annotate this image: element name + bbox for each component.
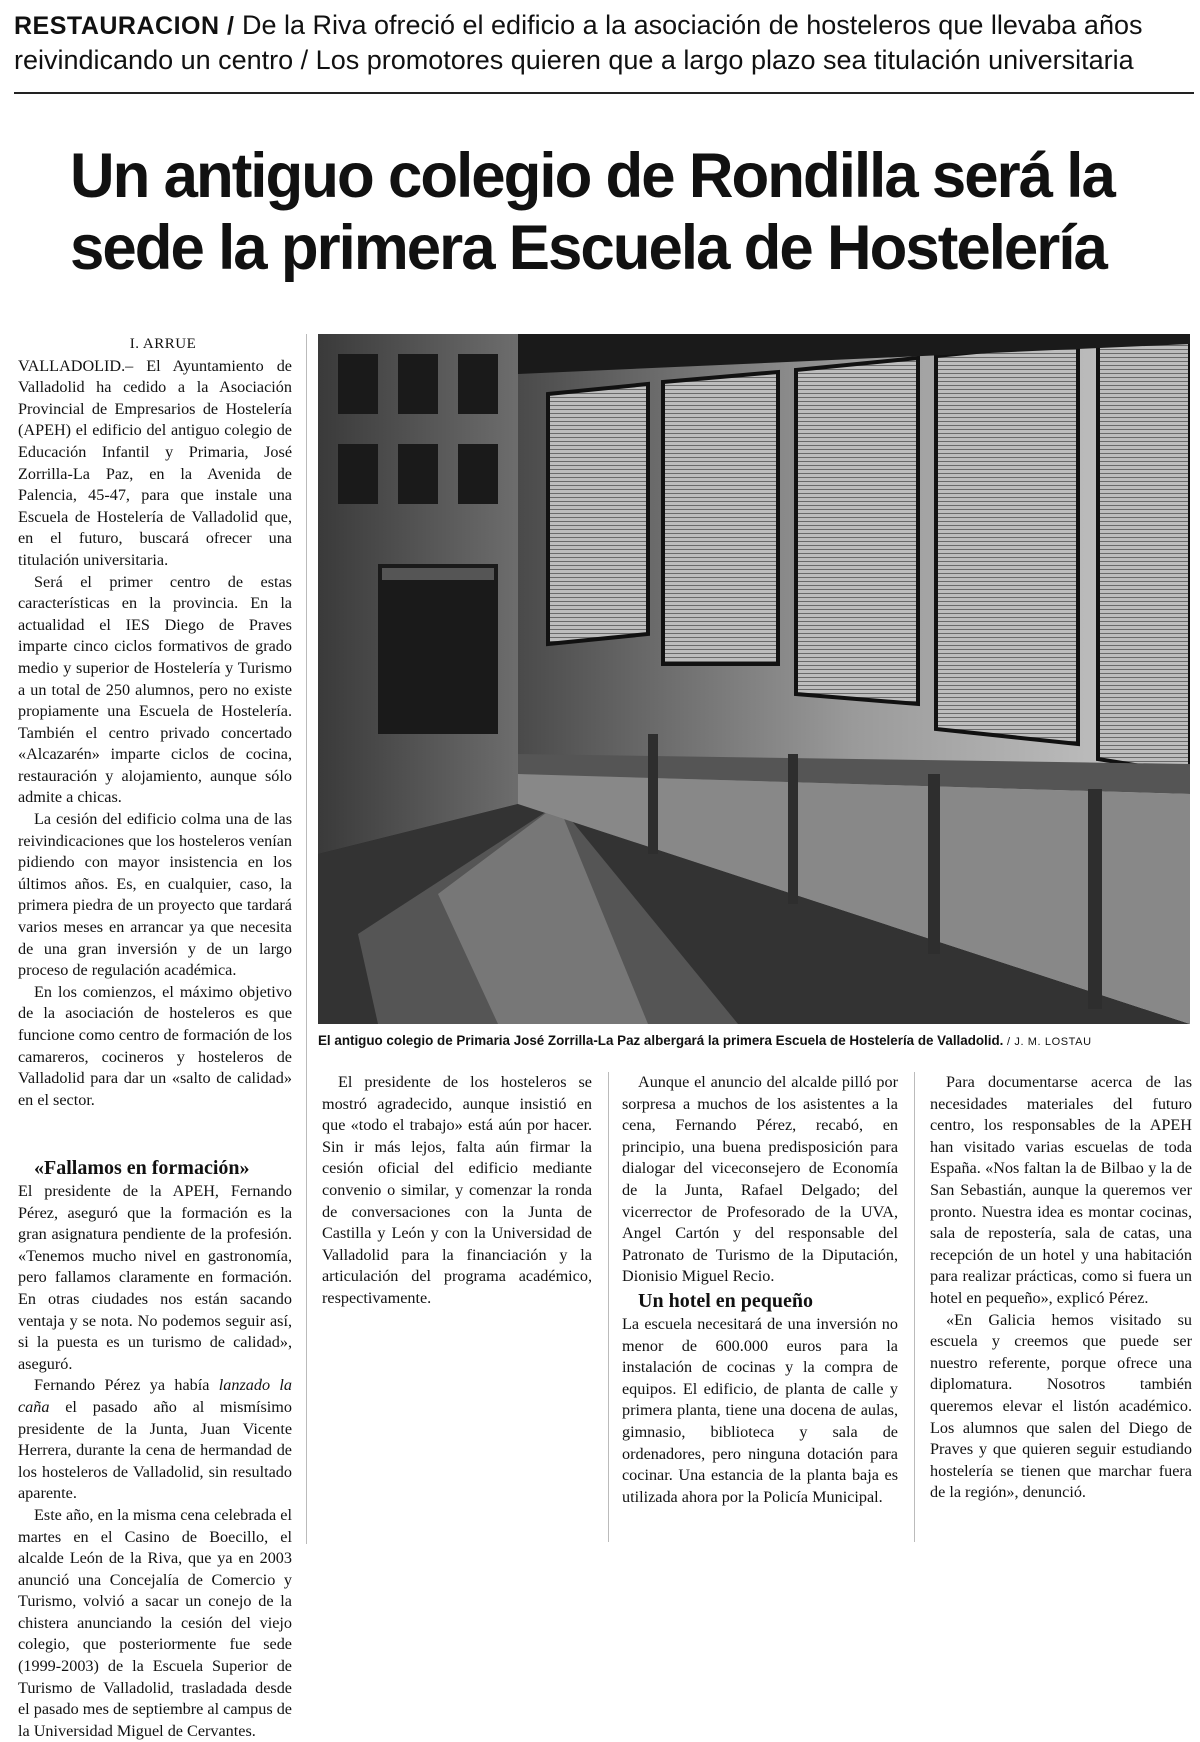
building-photo	[318, 334, 1190, 1024]
kicker-rule	[14, 92, 1194, 94]
kicker-text-1: De la Riva ofreció el edificio a la asociación de hosteleros que llevaba años	[234, 10, 1143, 40]
paragraph-italic: lanzado la caña	[18, 1376, 292, 1416]
paragraph: En los comienzos, el máximo objetivo de la asociación de hosteleros es que funcione como centro de formación de los camareros, cocineros y hosteleros de Valladolid para dar un «salto de calidad» en el sector.	[18, 982, 292, 1109]
kicker-line-1	[14, 8, 1194, 43]
paragraph: «En Galicia hemos visitado su escuela y creemos que puede ser nuestro referente, porque ofrece una diplomatura. Nosotros también queremos elevar el listón académico. Los alumnos que salen del Diego de Praves y que quieren seguir estudiando hostelería se tienen que marchar fuera de la región», denunció.	[930, 1310, 1192, 1502]
paragraph: VALLADOLID.– El Ayuntamiento de Valladolid ha cedido a la Asociación Provincial de Empresarios de Hostelería (APEH) el edificio del antiguo colegio de Educación Infantil y Primaria, José Zorrilla-La Paz, en la Avenida de Palencia, 45-47, para que instale una Escuela de Hostelería de Valladolid que, en el futuro, buscará ofrecer una titulación universitaria.	[18, 356, 292, 569]
subheading: «Fallamos en formación»	[34, 1157, 250, 1179]
paragraph: Este año, en la misma cena celebrada el martes en el Casino de Boecillo, el alcalde León de la Riva, que ya en 2003 anunció una Concejalía de Comercio y Turismo, volvió a sacar un conejo de la chistera anunciando la cesión del viejo colegio, que posteriormente fue sede (1999-2003) de la Escuela Superior de Turismo de Valladolid, trasladada desde el pasado mes de septiembre al campus de la Universidad Miguel de Cervantes.	[18, 1505, 292, 1740]
photo-caption	[318, 1032, 1198, 1051]
paragraph	[18, 1375, 292, 1505]
kicker	[14, 8, 1194, 88]
byline: I. ARRUE	[129, 336, 197, 352]
paragraph: El presidente de la APEH, Fernando Pérez, aseguró que la formación es la gran asignatura pendiente de la profesión. «Tenemos mucho nivel en gastronomía, pero fallamos claramente en formación. En otras ciudades nos están sacando ventaja y se notа. No podemos seguir así, si la puesta es un turismo de calidad», aseguró.	[18, 1182, 292, 1373]
paragraph: Para documentarse acerca de las necesidades materiales del futuro centro, los responsables de la APEH han visitado varias escuelas de toda España. «Nos faltan la de Bilbao y la de San Sebastián, aunque la queremos ver pronto. Nuestra idea es montar cocinas, sala de repostería, sala de catas, una recepción de un hotel y una habitación para realizar prácticas, como si fuera un hotel en pequeño», explicó Pérez.	[930, 1073, 1192, 1307]
paragraph-text: Fernando Pérez ya había	[34, 1376, 219, 1395]
kicker-text-2: reivindicando un centro / Los promotores quieren que a largo plazo sea titulación universitaria	[14, 45, 1134, 75]
headline: Un antiguo colegio de Rondilla será la sede la primera Escuela de Hostelería	[70, 141, 1114, 283]
section-tag: RESTAURACION /	[14, 12, 235, 40]
column-divider	[914, 1072, 915, 1542]
caption-text: El antiguo colegio de Primaria José Zorrilla-La Paz albergará la primera Escuela de Hostelería de Valladolid.	[318, 1033, 1004, 1048]
article-column-4	[930, 1072, 1192, 1542]
subheading: Un hotel en pequeño	[638, 1289, 814, 1312]
column-divider	[608, 1072, 609, 1542]
paragraph: El presidente de los hosteleros se mostró agradecido, aunque insistió en que «todo el trabajo» está aún por hacer. Sin ir más lejos, falta aún firmar la cesión oficial del edificio mediante convenio o similar, y comenzar la ronda de conversaciones con la Junta de Castilla y León y con la Universidad de Valladolid para la financiación y la articulación del programa académico, respectivamente.	[322, 1073, 592, 1307]
article-column-1-bottom	[18, 1155, 292, 1742]
paragraph: La escuela necesitará de una inversión no menor de 600.000 euros para la instalación de cocinas y la compra de equipos. El edificio, de planta de calle y primera planta, tiene una docena de aulas, gimnasio, biblioteca y sala de ordenadores, pero ninguna dotación para cocinar. Una estancia de la planta baja es utilizada ahora por la Policía Municipal.	[622, 1314, 898, 1506]
paragraph: Será el primer centro de estas características en la provincia. En la actualidad el IES Diego de Praves imparte cinco ciclos formativos de grado medio y superior de Hostelería y Turismo a un total de 250 alumnos, pero no existe propiamente una Escuela de Hostelería. También el centro privado concertado «Alcazarén» imparte ciclos de cocina, restauración y alojamiento, aunque sólo admite a chicas.	[18, 572, 292, 807]
article-column-3	[622, 1072, 898, 1508]
article-column-2	[322, 1072, 592, 1310]
photo-illustration	[318, 334, 1190, 1024]
photo-credit: / J. M. LOSTAU	[1003, 1036, 1092, 1048]
paragraph: La cesión del edificio colma una de las reivindicaciones que los hosteleros venían pidiendo con mayor insistencia en los últimos años. Es, en cualquier, caso, la primera piedra de un proyecto que tardará varios meses en arrancar ya que necesita de una gran inversión y de un largo proceso de regulación académica.	[18, 810, 292, 980]
paragraph: Aunque el anuncio del alcalde pilló por sorpresa a muchos de los asistentes a la cena, Fernando Pérez, recabó, en principio, una buena predisposición para dialogar del viceconsejero de Economía de la Junta, Rafael Delgado; del vicerrector de Profesorado de la UVA, Angel Cartón y del responsable del Patronato de Turismo de la Diputación, Dionisio Miguel Recio.	[622, 1073, 898, 1286]
article-column-1-top	[18, 334, 292, 1111]
paragraph-text: el pasado año al mismísimo presidente de la Junta, Juan Vicente Herrera, durante la cena de hermandad de los hosteleros de Valladolid, sin resultado aparente.	[18, 1397, 292, 1503]
column-divider	[306, 334, 307, 1544]
